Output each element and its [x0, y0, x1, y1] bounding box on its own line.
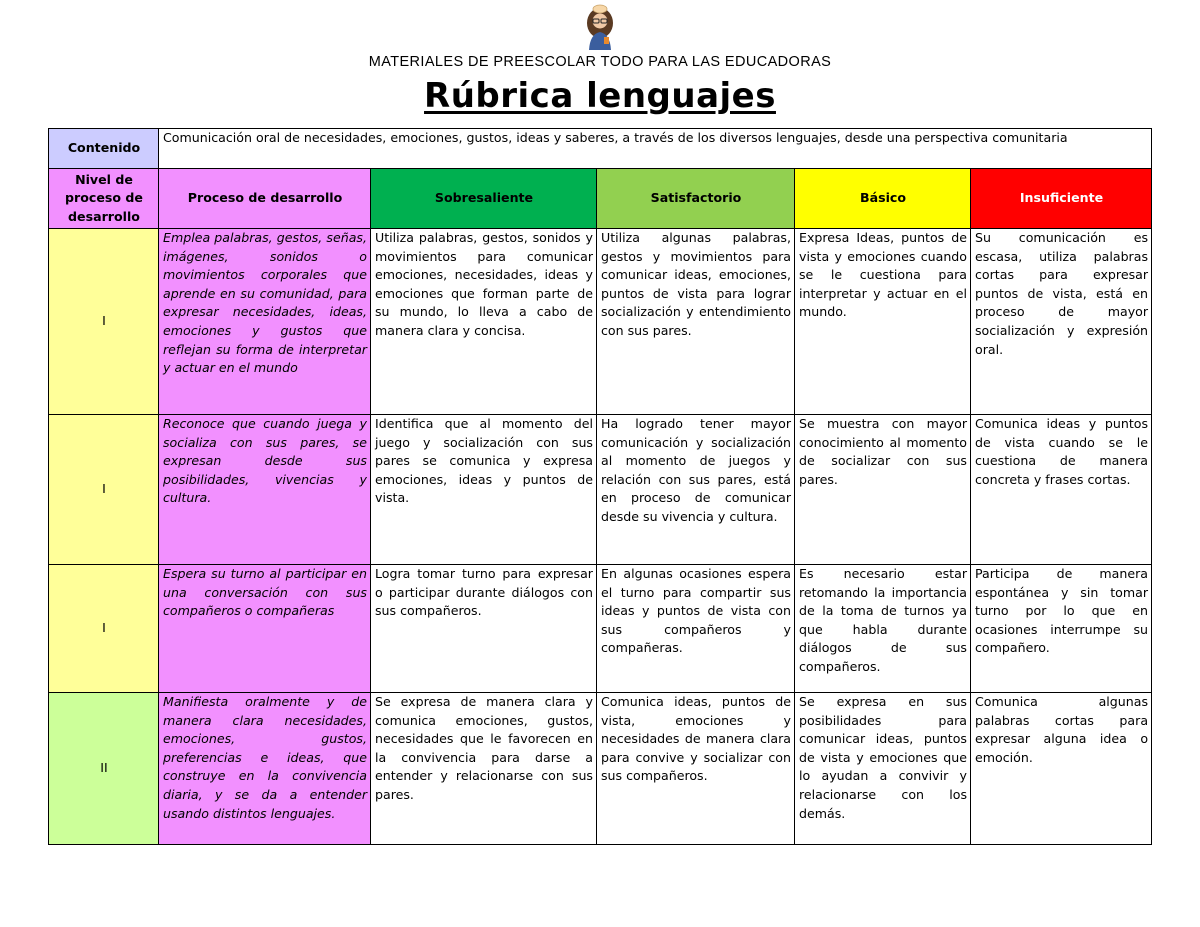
- row-proceso: Manifiesta oralmente y de manera clara necesidades, emociones, gustos, preferencias e ideas, que construye en la convivencia diaria, y se da a entender usando distintos lenguajes.: [159, 693, 371, 845]
- row-level: I: [49, 229, 159, 415]
- header-basico: Básico: [795, 169, 971, 229]
- row-proceso: Emplea palabras, gestos, señas, imágenes, sonidos o movimientos corporales que aprende en su comunidad, para expresar necesidades, ideas, emociones y gustos que reflejan su forma de interpretar y actuar en el mundo: [159, 229, 371, 415]
- row-sobresaliente: Se expresa de manera clara y comunica emociones, gustos, necesidades que le favorecen en la convivencia para darse a entender y relacionarse con sus pares.: [371, 693, 597, 845]
- contenido-text: Comunicación oral de necesidades, emociones, gustos, ideas y saberes, a través de los diversos lenguajes, desde una perspectiva comunitaria: [159, 129, 1152, 169]
- row-satisfactorio: Ha logrado tener mayor comunicación y socialización al momento de juegos y relación con sus pares, está en proceso de comunicar desde su vivencia y cultura.: [597, 415, 795, 565]
- table-row: [49, 415, 1152, 565]
- row-level: I: [49, 565, 159, 693]
- header-proceso: Proceso de desarrollo: [159, 169, 371, 229]
- row-insuficiente: Comunica algunas palabras cortas para expresar alguna idea o emoción.: [971, 693, 1152, 845]
- row-proceso: Espera su turno al participar en una conversación con sus compañeros o compañeras: [159, 565, 371, 693]
- row-satisfactorio: Utiliza algunas palabras, gestos y movimientos para comunicar ideas, emociones, puntos de vista para lograr socialización y entendimiento con sus pares.: [597, 229, 795, 415]
- row-insuficiente: Comunica ideas y puntos de vista cuando se le cuestiona de manera concreta y frases cortas.: [971, 415, 1152, 565]
- rubric-table: [48, 128, 1152, 845]
- row-level: II: [49, 693, 159, 845]
- page-title: Rúbrica lenguajes: [424, 76, 776, 116]
- teacher-logo-icon: [582, 4, 618, 52]
- row-basico: Expresa Ideas, puntos de vista y emociones cuando se le cuestiona para interpretar y actuar en el mundo.: [795, 229, 971, 415]
- header-row: [49, 169, 1152, 229]
- header-insuficiente: Insuficiente: [971, 169, 1152, 229]
- row-sobresaliente: Utiliza palabras, gestos, sonidos y movimientos para comunicar emociones, necesidades, ideas y emociones que forman parte de su mundo, lo lleva a cabo de manera clara y concisa.: [371, 229, 597, 415]
- row-sobresaliente: Identifica que al momento del juego y socialización con sus pares se comunica y expresa emociones, ideas y puntos de vista.: [371, 415, 597, 565]
- contenido-label: Contenido: [49, 129, 159, 169]
- row-basico: Se expresa en sus posibilidades para comunicar ideas, puntos de vista y emociones que lo ayudan a convivir y relacionarse con los demás.: [795, 693, 971, 845]
- row-sobresaliente: Logra tomar turno para expresar o participar durante diálogos con sus compañeros.: [371, 565, 597, 693]
- header-nivel: Nivel de proceso de desarrollo: [49, 169, 159, 229]
- row-insuficiente: Su comunicación es escasa, utiliza palabras cortas para expresar puntos de vista, está en proceso de mayor socialización y expresión oral.: [971, 229, 1152, 415]
- row-basico: Es necesario estar retomando la importancia de la toma de turnos ya que habla durante diálogos de sus compañeros.: [795, 565, 971, 693]
- header-satisfactorio: Satisfactorio: [597, 169, 795, 229]
- row-basico: Se muestra con mayor conocimiento al momento de socializar con sus pares.: [795, 415, 971, 565]
- contenido-row: [49, 129, 1152, 169]
- row-level: I: [49, 415, 159, 565]
- header-sobresaliente: Sobresaliente: [371, 169, 597, 229]
- table-row: [49, 565, 1152, 693]
- row-satisfactorio: En algunas ocasiones espera el turno para compartir sus ideas y puntos de vista con sus compañeros y compañeras.: [597, 565, 795, 693]
- table-row: [49, 693, 1152, 845]
- row-satisfactorio: Comunica ideas, puntos de vista, emociones y necesidades de manera clara para convive y socializar con sus compañeros.: [597, 693, 795, 845]
- table-row: [49, 229, 1152, 415]
- subtitle: MATERIALES DE PREESCOLAR TODO PARA LAS EDUCADORAS: [368, 54, 832, 70]
- row-proceso: Reconoce que cuando juega y socializa con sus pares, se expresan desde sus posibilidades, vivencias y cultura.: [159, 415, 371, 565]
- row-insuficiente: Participa de manera espontánea y sin tomar turno por lo que en ocasiones interrumpe su compañero.: [971, 565, 1152, 693]
